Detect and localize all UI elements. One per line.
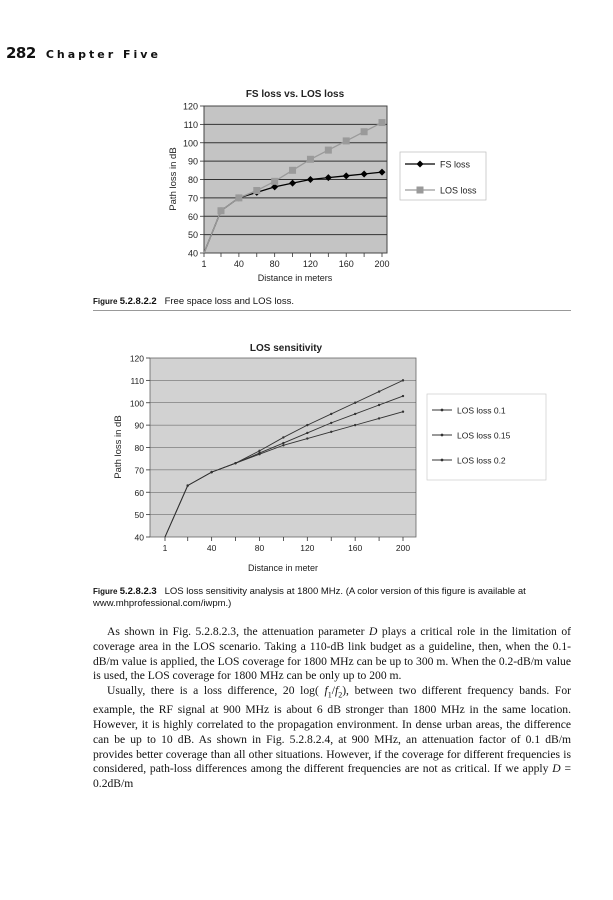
data-point xyxy=(282,436,284,438)
data-point xyxy=(306,432,308,434)
data-point xyxy=(378,390,380,392)
figure-caption-1 xyxy=(93,296,571,308)
data-point xyxy=(343,137,350,144)
x-tick-label: 160 xyxy=(348,543,363,553)
chapter-title: Chapter Five xyxy=(45,48,161,61)
y-tick-label: 90 xyxy=(187,156,198,167)
data-point xyxy=(354,402,356,404)
y-tick-label: 100 xyxy=(129,398,144,409)
x-axis-label: Distance in meters xyxy=(257,273,333,283)
data-point xyxy=(307,156,314,163)
x-axis xyxy=(163,537,411,553)
y-axis xyxy=(130,354,150,543)
legend-label: LOS loss xyxy=(440,185,477,196)
x-tick-label: 1 xyxy=(201,259,207,269)
data-point xyxy=(354,424,356,426)
data-point xyxy=(402,411,404,413)
y-tick-label: 90 xyxy=(134,420,144,431)
data-point xyxy=(258,450,260,452)
chart-title: LOS sensitivity xyxy=(249,343,323,354)
data-point xyxy=(306,424,308,426)
chart-los-sensitivity xyxy=(0,330,613,580)
data-point xyxy=(379,119,386,126)
y-tick-label: 120 xyxy=(129,353,144,364)
x-tick-label: 40 xyxy=(206,543,217,553)
data-point xyxy=(378,417,380,419)
data-point xyxy=(378,404,380,406)
y-tick-label: 40 xyxy=(187,248,198,259)
chart-fs-vs-los xyxy=(0,80,613,283)
page-number: 282 xyxy=(6,44,36,62)
data-point xyxy=(210,471,212,473)
legend-label: LOS loss 0.1 xyxy=(457,405,506,416)
data-point xyxy=(217,207,224,214)
y-tick-label: 100 xyxy=(182,138,198,149)
x-tick-label: 200 xyxy=(374,259,390,269)
x-tick-label: 160 xyxy=(338,259,354,269)
x-tick-label: 40 xyxy=(233,259,244,269)
data-point xyxy=(441,409,444,412)
caption-text: Free space loss and LOS loss. xyxy=(164,296,294,307)
data-point xyxy=(306,437,308,439)
data-point xyxy=(402,395,404,397)
x-tick-label: 200 xyxy=(395,543,411,553)
figure-caption-2 xyxy=(93,586,571,610)
body-text xyxy=(93,625,571,792)
data-point xyxy=(330,422,332,424)
y-axis-label: Path loss in dB xyxy=(113,415,124,479)
y-axis-label: Path loss in dB xyxy=(168,147,179,211)
data-point xyxy=(289,167,296,174)
y-tick-label: 40 xyxy=(134,532,144,543)
data-point xyxy=(325,147,332,154)
data-point xyxy=(235,194,242,201)
data-point xyxy=(282,442,284,444)
y-tick-label: 80 xyxy=(187,175,198,185)
y-tick-label: 50 xyxy=(187,230,198,241)
data-point xyxy=(330,431,332,433)
y-tick-label: 70 xyxy=(187,193,198,204)
legend-label: LOS loss 0.2 xyxy=(457,455,506,466)
x-tick-label: 1 xyxy=(162,543,168,553)
y-tick-label: 50 xyxy=(134,510,144,521)
x-tick-label: 80 xyxy=(254,543,265,553)
x-axis xyxy=(201,253,389,269)
caption-text: LOS loss sensitivity analysis at 1800 MHz. (A color version of this figure is available at www.mhprofessional.com/iwpm.) xyxy=(93,586,526,609)
data-point xyxy=(258,452,260,454)
paragraph: As shown in Fig. 5.2.8.2.3, the attenuation parameter D plays a critical role in the limitation of coverage area in the LOS scenario. Taking a 110-dB link budget as a guideline, then, when the 0.1-dB/m value is applied, the LOS coverage for 1800 MHz can be up to 300 m. When the 0.2-dB/m value is used, the LOS coverage for 1800 MHz can be only up to 200 m. xyxy=(93,625,571,683)
caption-label: Figure 5.2.8.2.2 xyxy=(93,296,157,307)
caption-label: Figure 5.2.8.2.3 xyxy=(93,586,157,597)
x-axis-label: Distance in meter xyxy=(247,563,319,573)
data-point xyxy=(402,379,404,381)
chart-title: FS loss vs. LOS loss xyxy=(245,89,345,100)
data-point xyxy=(282,444,284,446)
running-header xyxy=(6,44,161,62)
y-tick-label: 110 xyxy=(130,375,144,386)
paragraph: Usually, there is a loss difference, 20 log( $f_1/f_2$), between two different frequency bands. For example, the RF signal at 900 MHz is about 6 dB stronger than 1800 MHz in the same location. However, it is highly correlated to the propagation environment. In dense urban areas, the difference can be up to 10 dB. As shown in Fig. 5.2.8.2.4, at 900 MHz, an attenuation factor of 0.1 dB/m provides better coverage than all other situations. However, if the coverage for different frequencies is considered, path-loss differences among the different frequencies are not as critical. If we apply D = 0.2dB/m xyxy=(93,684,571,791)
data-point xyxy=(354,413,356,415)
data-point xyxy=(234,462,236,464)
data-point xyxy=(361,128,368,135)
data-point xyxy=(253,187,260,194)
y-tick-label: 120 xyxy=(182,101,198,112)
legend-label: LOS loss 0.15 xyxy=(457,430,511,441)
y-axis xyxy=(183,102,204,259)
y-tick-label: 70 xyxy=(134,465,144,476)
data-point xyxy=(441,459,444,462)
data-point xyxy=(441,434,444,437)
data-point xyxy=(330,413,332,415)
x-tick-label: 120 xyxy=(302,259,318,269)
x-tick-label: 80 xyxy=(269,259,280,269)
y-tick-label: 110 xyxy=(183,119,198,130)
legend-label: FS loss xyxy=(440,159,471,170)
data-point xyxy=(187,484,189,486)
y-tick-label: 60 xyxy=(134,487,144,498)
data-point xyxy=(271,178,278,185)
y-tick-label: 60 xyxy=(187,211,198,222)
data-point xyxy=(417,187,424,194)
x-tick-label: 120 xyxy=(300,543,315,553)
caption-rule xyxy=(93,310,571,311)
y-tick-label: 80 xyxy=(134,443,144,453)
